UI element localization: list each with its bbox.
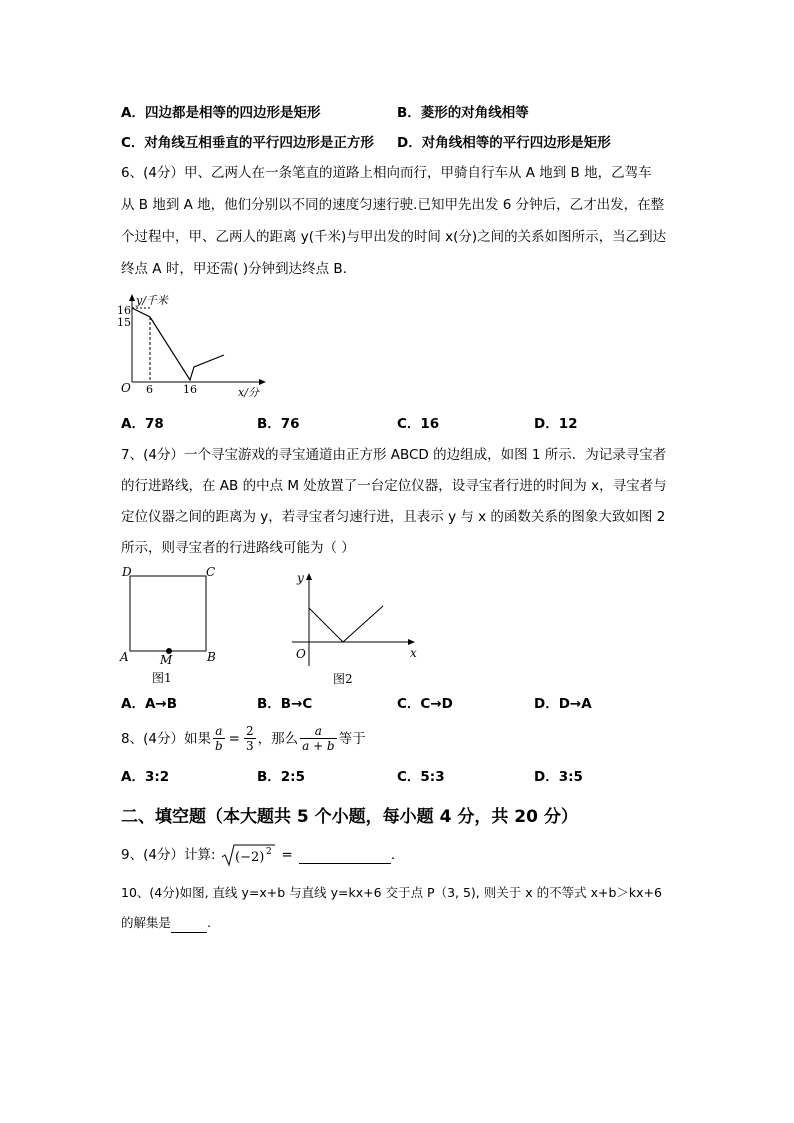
q5-option-b: B．菱形的对角线相等: [397, 105, 529, 121]
q5-option-a: A．四边都是相等的四边形是矩形: [121, 105, 321, 121]
q6-text-line-3: 个过程中，甲、乙两人的距离 y(千米)与甲出发的时间 x(分)之间的关系如图所示，当乙到达: [121, 229, 667, 245]
q6-text-line-2: 从 B 地到 A 地，他们分别以不同的速度匀速行驶.已知甲先出发 6 分钟后，乙才出发，在整: [121, 197, 665, 213]
q6-option-d: D．12: [534, 416, 578, 432]
q7-fig2-y-arrow: [306, 573, 312, 580]
q7-label-m: M: [160, 653, 173, 667]
q8-fraction-2-over-3: [244, 724, 256, 753]
q7-fig2-y-label: y: [297, 571, 304, 585]
q7-figure-1: [112, 562, 222, 686]
q10-text-line-2: [121, 913, 211, 933]
q7-fig1-caption: 图1: [152, 671, 172, 685]
q9-exponent: 2: [265, 847, 272, 857]
q6-x-label: x/分: [238, 386, 259, 399]
q9-radicand: (−2): [234, 850, 264, 865]
q6-text-line-4: 终点 A 时，甲还需( )分钟到达终点 B．: [121, 261, 357, 277]
q6-xtick-6: 6: [146, 383, 153, 396]
q7-text-line-4: 所示，则寻宝者的行进路线可能为（ ）: [121, 540, 355, 556]
q8-fraction-a-over-b: [213, 724, 225, 753]
q9-prefix: 9、(4分）计算:: [121, 847, 216, 863]
q8-frac2-num: 2: [245, 724, 254, 738]
q6-x-arrow: [259, 379, 266, 385]
q7-fig2-origin: O: [296, 647, 306, 661]
q6-distance-graph: [112, 292, 272, 404]
q6-origin: O: [121, 381, 131, 395]
q9-end: .: [390, 847, 396, 863]
q8-option-c: C．5:3: [397, 769, 445, 785]
q8-frac1-num: a: [215, 724, 223, 738]
q8-fraction-a-over-a-plus-b: [300, 724, 337, 753]
q6-text-line-1: 6、(4分）甲、乙两人在一条笔直的道路上相向而行，甲骑自行车从 A 地到 B 地，乙驾车: [121, 165, 652, 181]
q6-ytick-16: 16: [117, 304, 131, 317]
q8-frac2-den: 3: [245, 739, 254, 753]
q7-label-d: D: [122, 565, 132, 579]
q7-text-line-1: 7、(4分）一个寻宝游戏的寻宝通道由正方形 ABCD 的边组成，如图 1 所示．为记录寻宝者: [121, 447, 667, 463]
q10-answer-blank[interactable]: [171, 918, 207, 933]
q8-option-d: D．3:5: [534, 769, 583, 785]
q6-y-label: y/千米: [136, 294, 168, 307]
q7-fig2-x-label: x: [410, 646, 417, 660]
q7-option-b: B．B→C: [257, 696, 313, 712]
q7-option-d: D．D→A: [534, 696, 592, 712]
q6-graph-line: [132, 308, 224, 380]
q10-end: .: [207, 915, 211, 930]
q5-option-c: C．对角线互相垂直的平行四边形是正方形: [121, 135, 374, 151]
q5-option-d: D．对角线相等的平行四边形是矩形: [397, 135, 611, 151]
q8-option-b: B．2:5: [257, 769, 305, 785]
q7-figure-2: [284, 566, 424, 686]
q8-middle: ，那么: [257, 730, 299, 747]
q10-line2-text: 的解集是: [121, 915, 172, 930]
q8-suffix: 等于: [338, 730, 366, 747]
q7-fig2-x-arrow: [408, 639, 415, 645]
q8-frac3-den: a + b: [302, 739, 335, 753]
q6-y-arrow: [129, 294, 135, 301]
q7-label-a: A: [120, 650, 129, 664]
q7-square: [130, 576, 206, 651]
q8-frac3-num: a: [314, 724, 322, 738]
q7-label-b: B: [207, 650, 216, 664]
q9-equals: =: [281, 847, 293, 863]
q8-frac1-den: b: [214, 739, 223, 753]
q7-option-a: A．A→B: [121, 696, 177, 712]
q7-fig2-graph-line: [309, 606, 383, 642]
q8-option-a: A．3:2: [121, 769, 170, 785]
q6-option-c: C．16: [397, 416, 440, 432]
q7-text-line-3: 定位仪器之间的距离为 y，若寻宝者匀速行进，且表示 y 与 x 的函数关系的图象大致如图 2: [121, 509, 666, 525]
section-2-heading: 二、填空题（本大题共 5 个小题，每小题 4 分，共 20 分）: [121, 807, 578, 827]
q7-option-c: C．C→D: [397, 696, 453, 712]
q8-equals: =: [228, 730, 240, 747]
q6-option-a: A．78: [121, 416, 164, 432]
q6-xtick-16: 16: [183, 383, 197, 396]
q9-question: [121, 842, 395, 868]
q7-label-c: C: [206, 565, 216, 579]
q7-text-line-2: 的行进路线，在 AB 的中点 M 处放置了一台定位仪器，设寻宝者行进的时间为 x，寻宝者与: [121, 478, 667, 494]
q8-question: [121, 724, 366, 753]
q7-fig2-caption: 图2: [333, 672, 353, 686]
q10-text-line-1: 10、(4分)如图, 直线 y=x+b 与直线 y=kx+6 交于点 P（3, 5), 则关于 x 的不等式 x+b＞kx+6: [121, 885, 662, 900]
q6-option-b: B．76: [257, 416, 300, 432]
q9-sqrt-expression: [220, 842, 276, 868]
q9-answer-blank[interactable]: [299, 847, 391, 864]
q6-ytick-15: 15: [117, 316, 131, 329]
q8-prefix: 8、(4分）如果: [121, 730, 211, 747]
